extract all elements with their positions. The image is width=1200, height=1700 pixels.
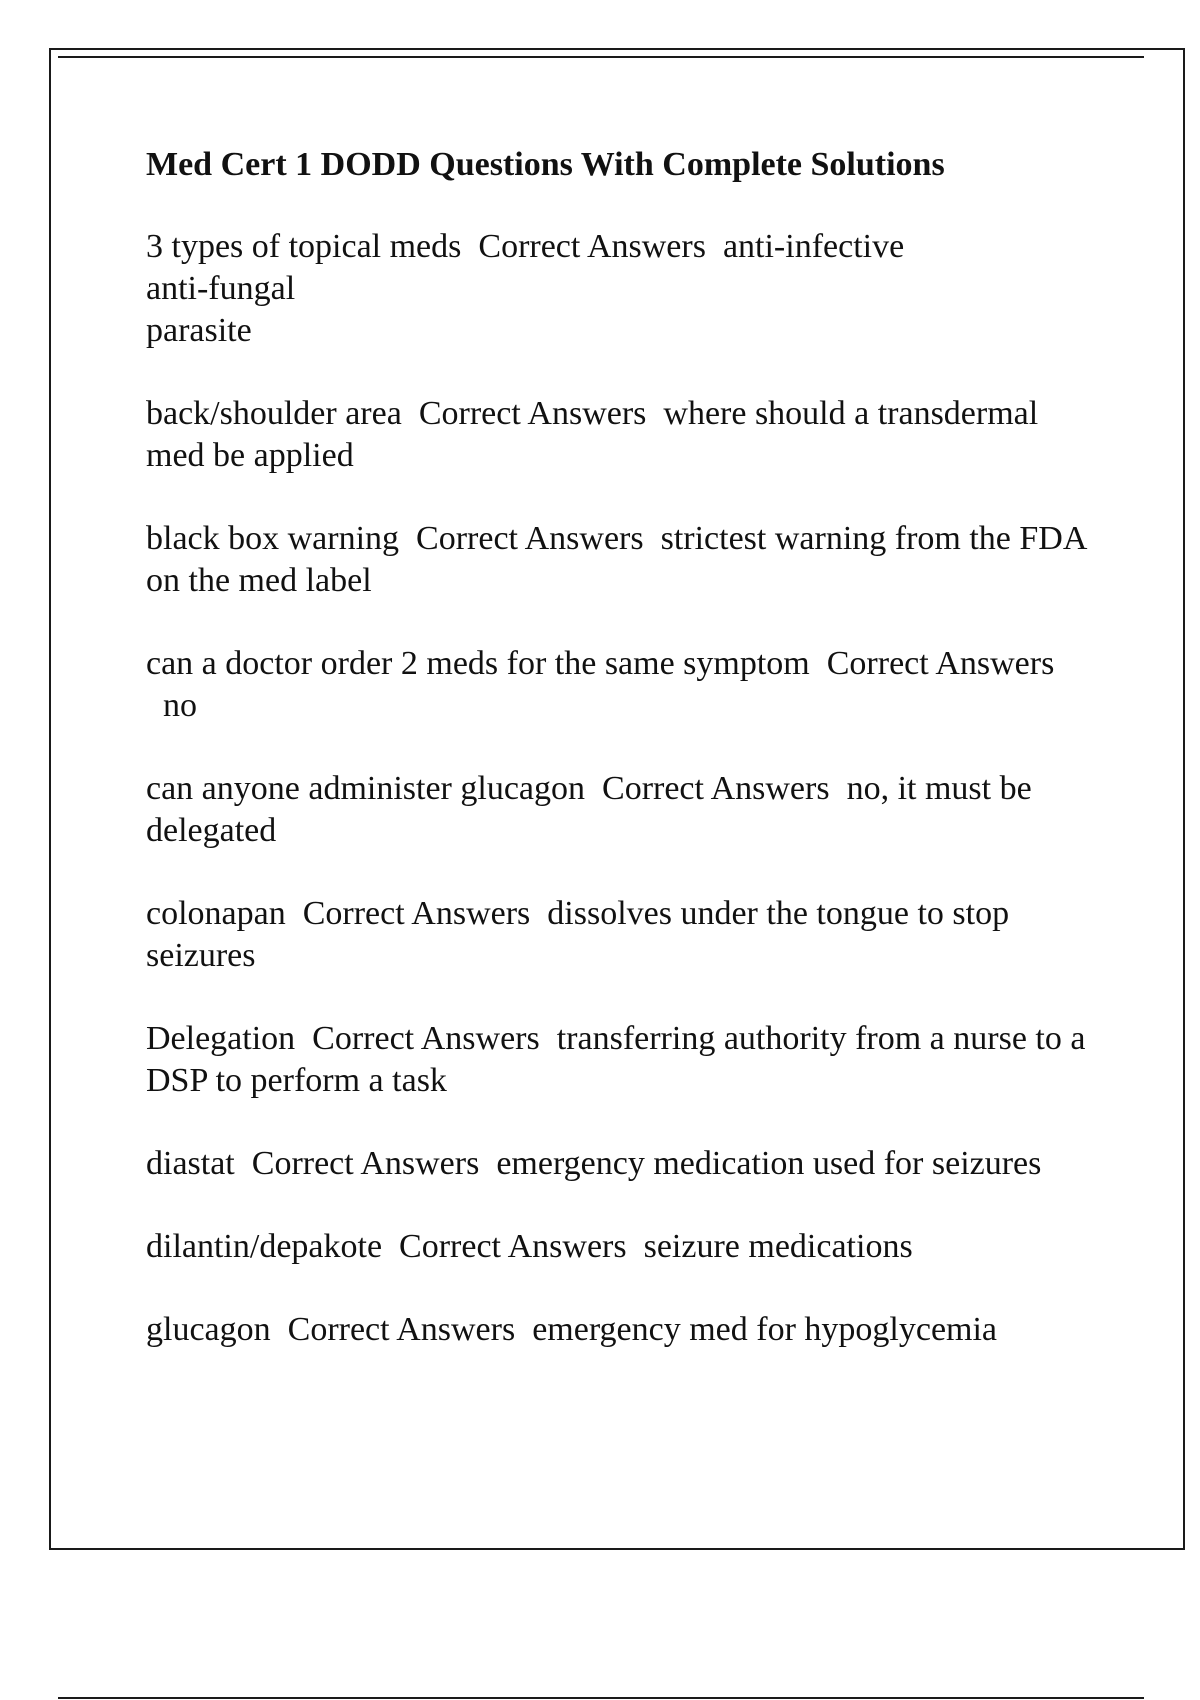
qa-term: can a doctor order 2 meds for the same symptom (146, 645, 810, 682)
qa-answer: no (163, 687, 197, 724)
bottom-rule (58, 1697, 1144, 1699)
qa-answer: where should a transdermal med be applied (146, 395, 1039, 474)
qa-separator: Correct Answers (418, 395, 647, 432)
qa-answer: emergency med for hypoglycemia (532, 1311, 998, 1348)
qa-answer: dissolves under the tongue to stop seizures (146, 895, 1010, 974)
qa-answer: seizure medications (643, 1228, 913, 1265)
qa-entry (146, 893, 1096, 977)
qa-term: dilantin/depakote (146, 1228, 383, 1265)
document-body (146, 144, 1096, 1392)
qa-answer: no, it must be delegated (146, 770, 1032, 849)
qa-term: glucagon (146, 1311, 271, 1348)
qa-entry (146, 1143, 1096, 1185)
qa-separator: Correct Answers (478, 228, 706, 265)
qa-separator: Correct Answers (312, 1020, 540, 1057)
qa-separator: Correct Answers (416, 520, 644, 557)
qa-answer: anti-infective anti-fungal parasite (146, 228, 905, 349)
qa-term: Delegation (146, 1020, 296, 1057)
qa-entry (146, 518, 1096, 602)
qa-term: 3 types of topical meds (146, 228, 462, 265)
qa-entry (146, 1309, 1096, 1351)
qa-entry (146, 1018, 1096, 1102)
qa-answer: emergency medication used for seizures (496, 1145, 1042, 1182)
qa-entry (146, 643, 1096, 727)
qa-term: black box warning (146, 520, 400, 557)
qa-separator: Correct Answers (251, 1145, 480, 1182)
qa-separator: Correct Answers (602, 770, 830, 807)
qa-entry (146, 393, 1096, 477)
qa-separator: Correct Answers (826, 645, 1055, 682)
qa-term: diastat (146, 1145, 235, 1182)
document-title: Med Cert 1 DODD Questions With Complete Solutions (146, 146, 945, 183)
qa-answer: transferring authority from a nurse to a DSP to perform a task (146, 1020, 1086, 1099)
qa-entry (146, 226, 1096, 352)
qa-separator: Correct Answers (302, 895, 531, 932)
qa-entry (146, 1226, 1096, 1268)
qa-separator: Correct Answers (287, 1311, 516, 1348)
qa-entry (146, 768, 1096, 852)
top-rule (58, 56, 1144, 58)
qa-answer: strictest warning from the FDA on the med label (146, 520, 1086, 599)
qa-term: colonapan (146, 895, 286, 932)
qa-separator: Correct Answers (399, 1228, 627, 1265)
qa-term: can anyone administer glucagon (146, 770, 586, 807)
qa-term: back/shoulder area (146, 395, 402, 432)
